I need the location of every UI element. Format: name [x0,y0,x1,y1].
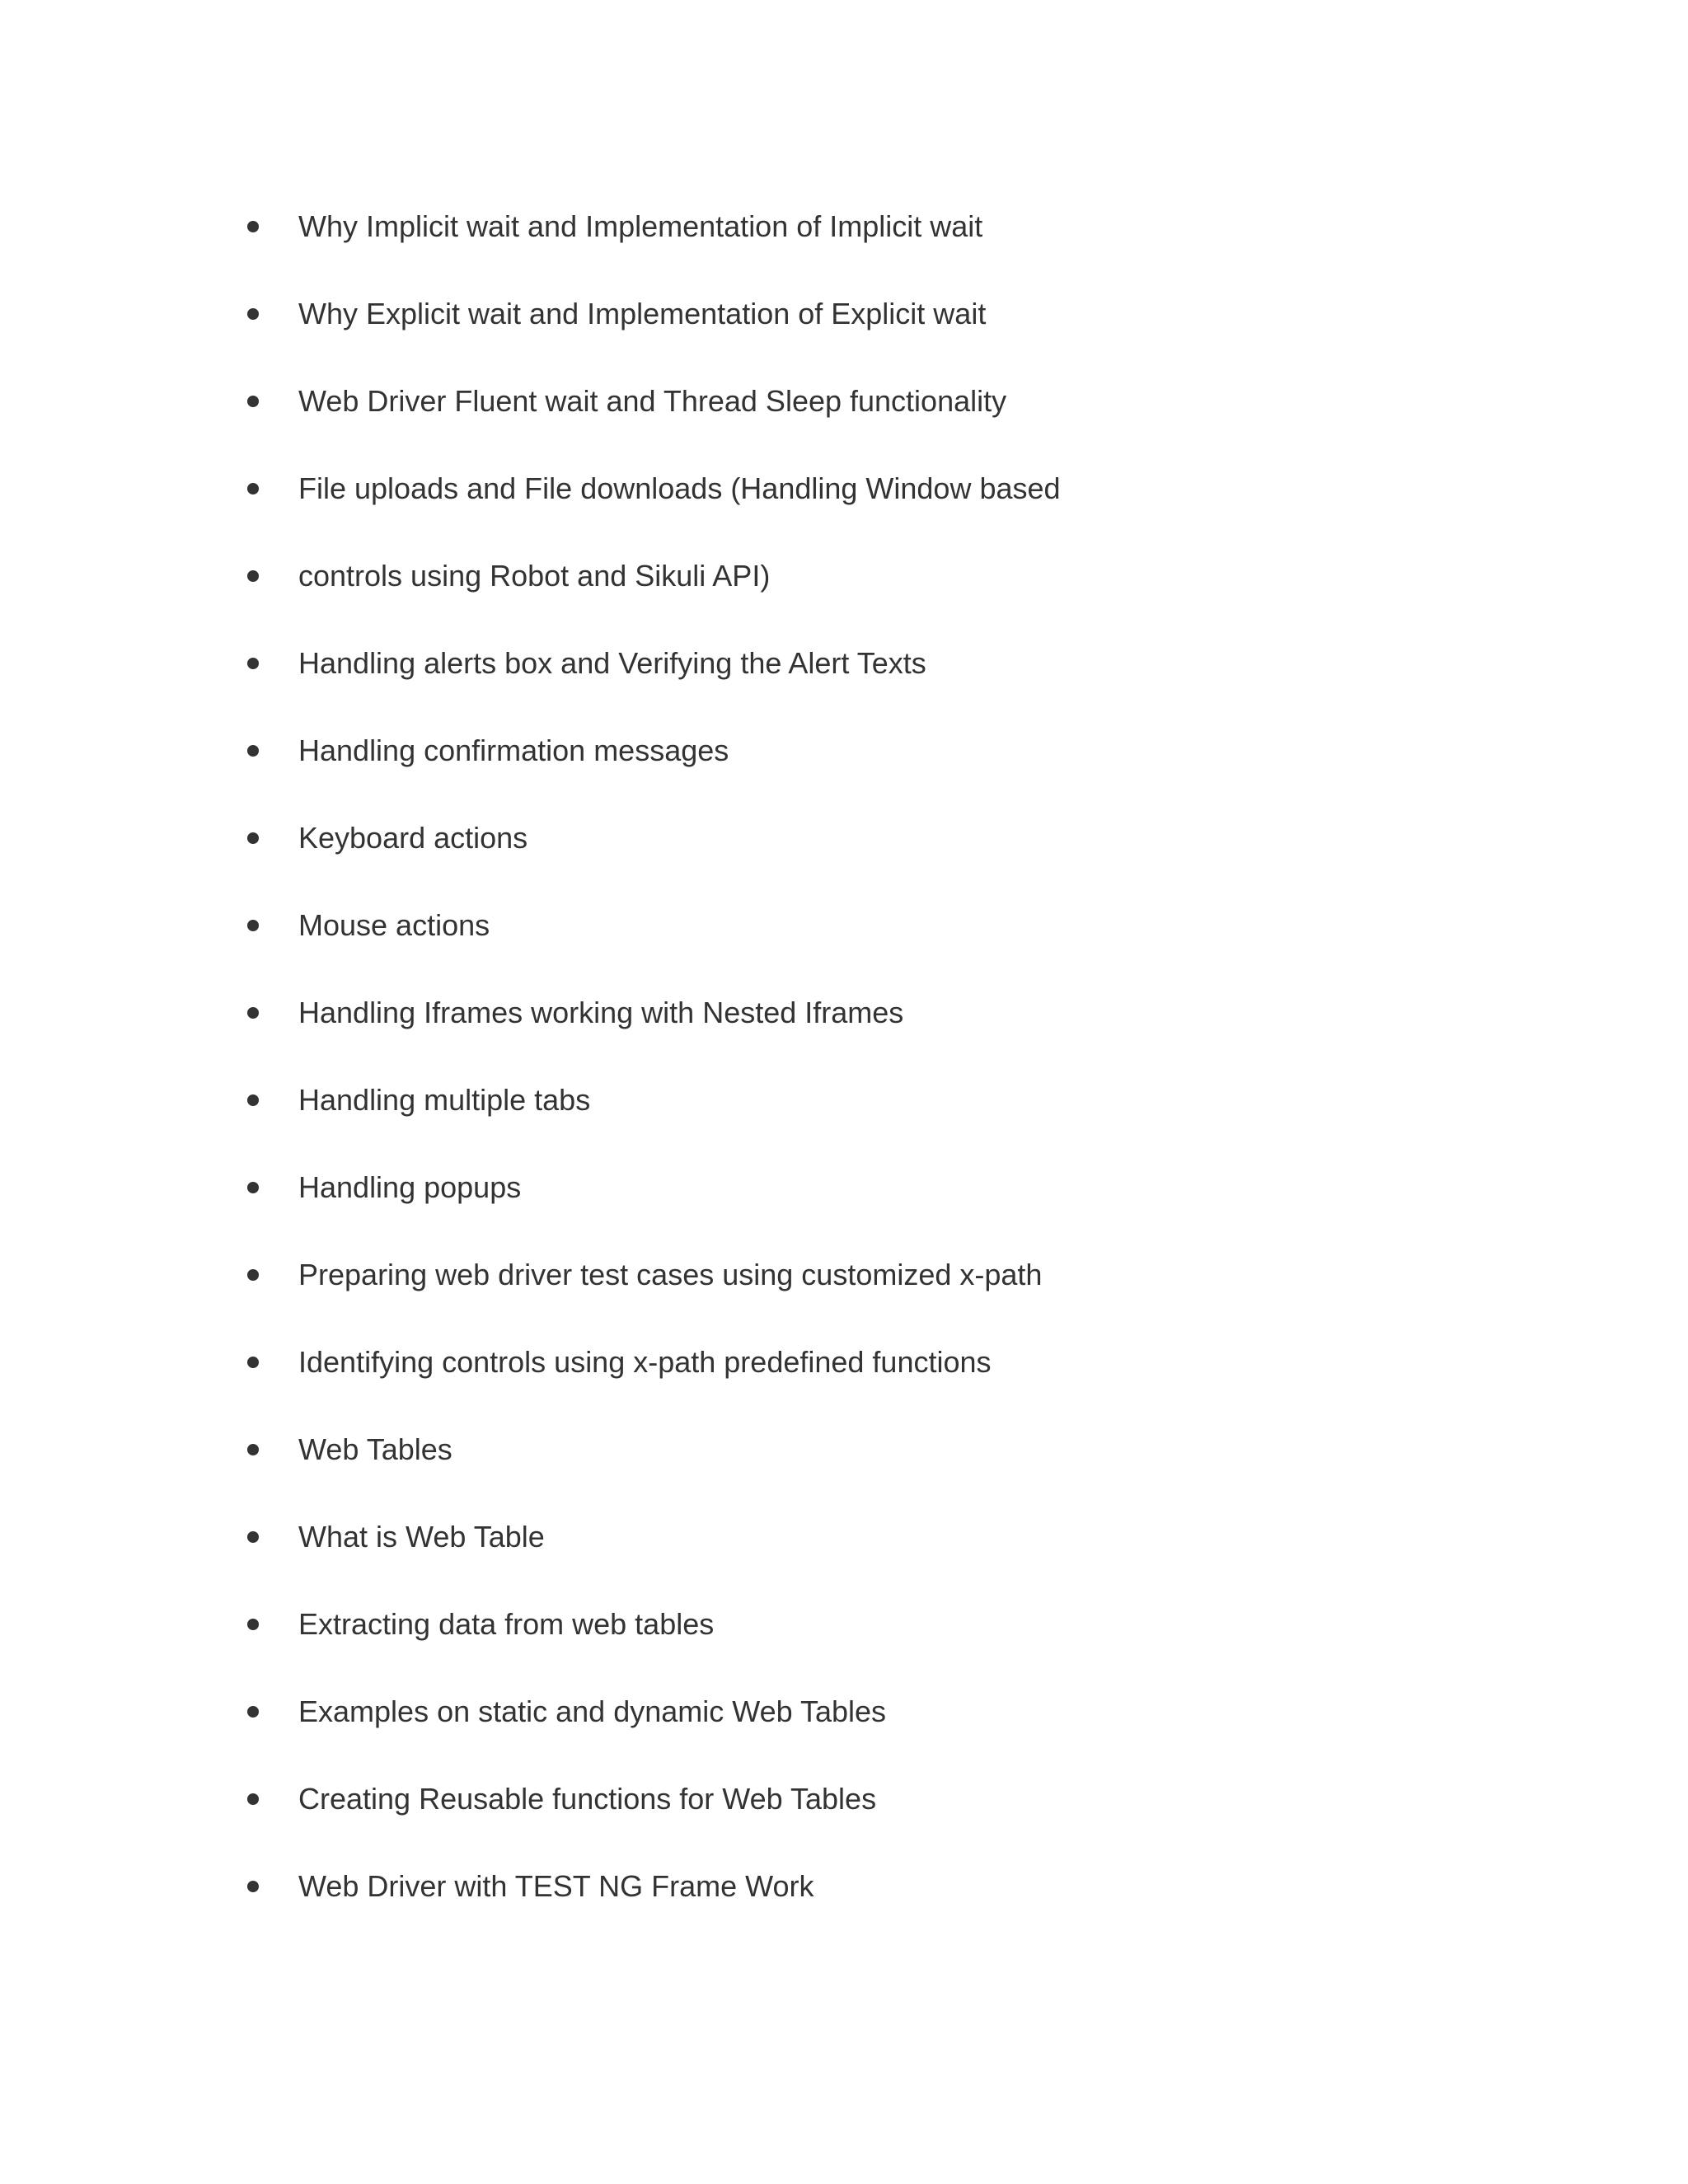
bullet-icon [247,396,259,407]
list-item [247,1581,1566,1668]
topic-bullet-list [247,183,1566,1930]
list-item-text: File uploads and File downloads (Handling Window based [298,471,1061,505]
list-item [247,1144,1566,1231]
list-item-text: Keyboard actions [298,821,528,855]
bullet-icon [247,570,259,582]
list-item [247,1493,1566,1581]
list-item [247,532,1566,620]
list-item [247,445,1566,532]
list-item-text: Creating Reusable functions for Web Tables [298,1782,877,1816]
list-item [247,969,1566,1057]
list-item [247,882,1566,969]
bullet-icon [247,1444,259,1455]
bullet-icon [247,1793,259,1805]
bullet-icon [247,832,259,844]
list-item [247,1843,1566,1930]
list-item-text: Web Driver with TEST NG Frame Work [298,1869,814,1903]
list-item-text: Extracting data from web tables [298,1607,715,1641]
bullet-icon [247,1619,259,1630]
list-item-text: Preparing web driver test cases using customized x-path [298,1258,1043,1291]
list-item-text: Web Tables [298,1432,452,1466]
list-item [247,1319,1566,1406]
list-item [247,183,1566,270]
bullet-icon [247,1094,259,1106]
bullet-icon [247,1881,259,1892]
list-item-text: controls using Robot and Sikuli API) [298,559,771,593]
list-item-text: Why Explicit wait and Implementation of Explicit wait [298,297,987,330]
bullet-icon [247,1531,259,1543]
bullet-icon [247,1269,259,1281]
list-item-text: Web Driver Fluent wait and Thread Sleep functionality [298,384,1007,418]
list-item-text: Handling confirmation messages [298,733,729,767]
bullet-icon [247,658,259,669]
list-item-text: Identifying controls using x-path predefined functions [298,1345,992,1379]
list-item [247,707,1566,794]
list-item [247,1057,1566,1144]
list-item-text: Handling alerts box and Verifying the Alert Texts [298,646,926,680]
list-item-text: Mouse actions [298,908,490,942]
list-item-text: Handling popups [298,1170,522,1204]
list-item [247,620,1566,707]
list-item [247,358,1566,445]
bullet-icon [247,920,259,931]
bullet-icon [247,1007,259,1019]
bullet-icon [247,221,259,232]
bullet-icon [247,745,259,757]
list-item [247,270,1566,358]
list-item-text: Handling multiple tabs [298,1083,591,1117]
list-item-text: Handling Iframes working with Nested Iframes [298,996,904,1029]
list-item-text: Why Implicit wait and Implementation of Implicit wait [298,209,983,243]
bullet-icon [247,1182,259,1193]
list-item [247,1755,1566,1843]
bullet-icon [247,308,259,320]
list-item-text: What is Web Table [298,1520,545,1554]
bullet-icon [247,1357,259,1368]
bullet-icon [247,1706,259,1718]
list-item [247,1406,1566,1493]
bullet-icon [247,483,259,494]
list-item [247,1231,1566,1319]
list-item-text: Examples on static and dynamic Web Tables [298,1694,887,1728]
list-item [247,794,1566,882]
list-item [247,1668,1566,1755]
